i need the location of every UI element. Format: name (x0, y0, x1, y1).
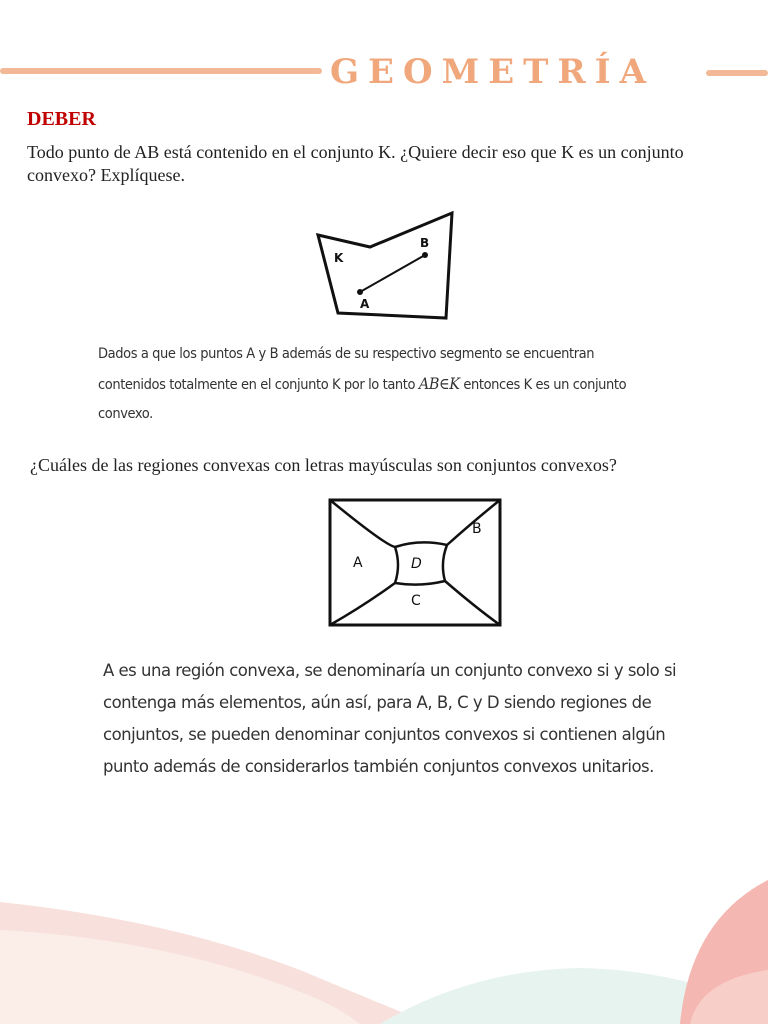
answer-1-text-a: Dados a que los puntos A y B además de su respectivo segmento se encuentran contenidos totalmente en el conjunto K por lo tanto (98, 346, 595, 393)
header-line-right (706, 70, 768, 76)
label-a: A (360, 297, 370, 311)
label-region-b: B (472, 521, 482, 537)
segment-ab (360, 255, 425, 292)
section-label: DEBER (27, 108, 96, 130)
label-k: K (334, 251, 344, 265)
label-region-d: D (411, 556, 422, 572)
answer-1-text-b: entonces K es un conjunto convexo. (98, 377, 627, 422)
figure-set-k (310, 205, 460, 323)
answer-1 (98, 340, 658, 429)
decorative-waves (0, 860, 768, 1024)
point-a (357, 289, 363, 295)
label-region-a: A (353, 555, 363, 571)
set-k-outline (318, 213, 452, 318)
header-title: GEOMETRÍA (330, 52, 655, 92)
header-line-left (0, 68, 322, 74)
point-b (422, 252, 428, 258)
question-1: Todo punto de AB está contenido en el conjunto K. ¿Quiere decir eso que K es un conjunto convexo? Explíquese. (27, 142, 684, 185)
figure-regions (325, 495, 505, 630)
answer-2: A es una región convexa, se denominaría un conjunto convexo si y solo si contenga más elementos, aún así, para A, B, C y D siendo regiones de conjuntos, se pueden denominar conjuntos convexos si contienen algún punto además de considerarlos también conjuntos convexos unitarios. (103, 661, 677, 776)
label-b: B (420, 236, 430, 250)
label-region-c: C (411, 593, 421, 609)
question-2: ¿Cuáles de las regiones convexas con letras mayúsculas son conjuntos convexos? (30, 455, 617, 475)
answer-1-math: AB∈K (418, 374, 460, 393)
